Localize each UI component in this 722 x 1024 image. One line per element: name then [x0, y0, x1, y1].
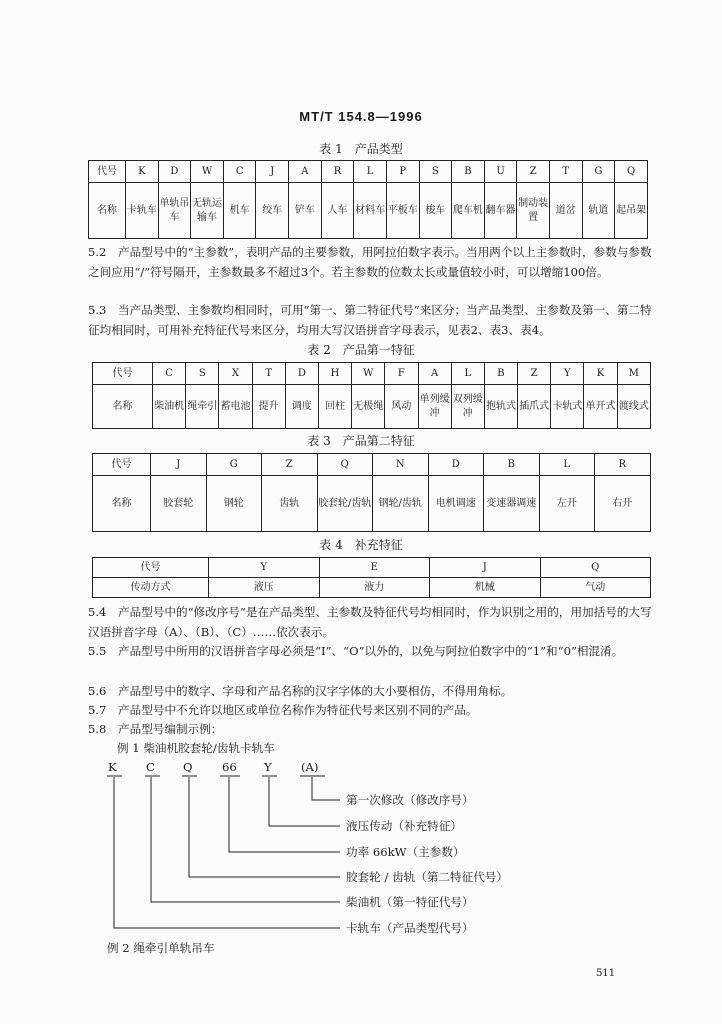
table1-caption: 表 1 产品类型: [319, 142, 403, 156]
table3-name-cell: 钢轮/齿轨: [373, 476, 429, 532]
table2-name-cell: 渡线式: [617, 385, 650, 429]
table4-code-cell: 代号: [93, 558, 209, 578]
paragraph-5-7: 5.7 产品型号中不允许以地区或单位名称作为特征代号来区别不同的产品。: [88, 703, 478, 717]
paragraph-5-8: 5.8 产品型号编制示例：: [88, 722, 223, 736]
table1-code-cell: C: [223, 161, 256, 183]
label-supplementary: 液压传动（补充特征）: [346, 819, 462, 833]
table2-code-cell: M: [617, 363, 650, 385]
symbol-c: C: [146, 760, 155, 774]
table3-code-cell: N: [373, 454, 429, 476]
table1-name-cell: 铲车: [289, 183, 322, 239]
table3-name-cell: 电机调速: [428, 476, 484, 532]
table2-name-cell: 绳牵引: [186, 385, 219, 429]
table4-name-cell: 液压: [209, 578, 320, 598]
table2-code-cell: F: [385, 363, 418, 385]
table2-name-cell: 无极绳: [352, 385, 385, 429]
table2-code-cell: A: [418, 363, 451, 385]
table3-name-cell: 变速器调速: [484, 476, 540, 532]
table2-name-cell: 插爪式: [518, 385, 551, 429]
table1-code-cell: D: [158, 161, 191, 183]
table1-code-cell: A: [289, 161, 322, 183]
paragraph-5-3: 5.3 当产品类型、主参数均相同时，可用“第一、第二特征代号”来区分；当产品类型、主参数及第一、第二特征均相同时，可用补充特征代号来区分，均用大写汉语拼音字母表示，见表2、表3、表4。: [88, 303, 652, 337]
table1-code-cell: W: [191, 161, 224, 183]
table1-name-cell: 起吊架: [615, 183, 648, 239]
leader-main-parameter: [229, 777, 340, 852]
table4-code-cell: Y: [209, 558, 320, 578]
table1-name-cell: 制动装置: [517, 183, 550, 239]
table2-caption: 表 2 产品第一特征: [307, 343, 415, 357]
table2-code-cell: T: [252, 363, 285, 385]
table1-code-cell: P: [386, 161, 419, 183]
table1-code-cell: T: [549, 161, 582, 183]
table4-code-cell: Q: [540, 558, 651, 578]
table2-name-cell: 风动: [385, 385, 418, 429]
table1-name-cell: 材料车: [354, 183, 387, 239]
table3-caption: 表 3 产品第二特征: [307, 434, 415, 448]
table3-code-cell: Q: [317, 454, 373, 476]
leader-second-feature: [189, 777, 340, 877]
table2-name-cell: 卡轨式: [551, 385, 584, 429]
table1-code-cell: U: [484, 161, 517, 183]
table1-code-cell: K: [126, 161, 159, 183]
table3-name-cell: 胶套轮: [151, 476, 207, 532]
table4-name-cell: 液力: [319, 578, 430, 598]
symbol-q: Q: [183, 760, 193, 774]
table3-code-cell: B: [484, 454, 540, 476]
table1-name-cell: 轨道: [582, 183, 615, 239]
paragraph-5-5: 5.5 产品型号中所用的汉语拼音字母必须是“I”、“O”以外的，以免与阿拉伯数字中的“1”和“0”相混淆。: [88, 644, 624, 658]
table3-name-cell: 钢轮: [206, 476, 262, 532]
table1-name-cell: 梭车: [419, 183, 452, 239]
label-second-feature: 胶套轮 / 齿轨（第二特征代号）: [346, 870, 508, 884]
table3-name-cell: 名称: [93, 476, 151, 532]
table4-name-cell: 传动方式: [93, 578, 209, 598]
table4-name-cell: 机械: [430, 578, 541, 598]
table2-code-cell: Z: [518, 363, 551, 385]
table3-name-cell: 右开: [595, 476, 651, 532]
table1-name-cell: 人车: [321, 183, 354, 239]
table2-code-cell: W: [352, 363, 385, 385]
table1-code-cell: J: [256, 161, 289, 183]
table4-code-cell: J: [430, 558, 541, 578]
table2-name-cell: 名称: [93, 385, 153, 429]
table2-name-cell: 单开式: [584, 385, 617, 429]
table3-code-cell: L: [539, 454, 595, 476]
table1-name-cell: 绞车: [256, 183, 289, 239]
table1-name-cell: 爬车机: [452, 183, 485, 239]
table2-code-cell: K: [584, 363, 617, 385]
table3-code-cell: J: [151, 454, 207, 476]
table1-code-cell: L: [354, 161, 387, 183]
table2-name-cell: 调度: [285, 385, 318, 429]
table1-name-cell: 名称: [89, 183, 126, 239]
table2-code-cell: L: [451, 363, 484, 385]
table4-name-cell: 气动: [540, 578, 651, 598]
table1-name-cell: 单轨吊车: [158, 183, 191, 239]
table1-code-cell: G: [582, 161, 615, 183]
paragraph-5-4: 5.4 产品型号中的“修改序号”是在产品类型、主参数及特征代号均相同时，作为识别之用的，用加括号的大写汉语拼音字母（A）、（B）、（C）……依次表示。: [88, 605, 652, 639]
table1-name-cell: 机车: [223, 183, 256, 239]
table2-code-cell: B: [484, 363, 517, 385]
table2-name-cell: 双列缓冲: [451, 385, 484, 429]
table1-code-cell: 代号: [89, 161, 126, 183]
label-product-type: 卡轨车（产品类型代号）: [346, 921, 474, 935]
paragraph-5-2: 5.2 产品型号中的“主参数”，表明产品的主要参数，用阿拉伯数字表示。当用两个以上主参数时，参数与参数之间应用“/”符号隔开，主参数最多不超过3个。若主参数的位数太长或量值较小时，可以增缩100倍。: [88, 245, 652, 279]
table2-name-cell: 单列缓冲: [418, 385, 451, 429]
table1-name-cell: 无轨运输车: [191, 183, 224, 239]
table2-code-cell: S: [186, 363, 219, 385]
table2-code-cell: C: [153, 363, 186, 385]
table1-code-cell: B: [452, 161, 485, 183]
table1-code-cell: R: [321, 161, 354, 183]
table1-name-cell: 道岔: [549, 183, 582, 239]
label-first-feature: 柴油机（第一特征代号）: [346, 895, 474, 909]
table2-name-cell: 抱轨式: [484, 385, 517, 429]
symbol-a: (A): [301, 760, 319, 774]
table2-code-cell: H: [318, 363, 351, 385]
table1-code-cell: S: [419, 161, 452, 183]
symbol-66: 66: [222, 760, 237, 774]
symbol-k: K: [108, 760, 117, 774]
table1-code-cell: Z: [517, 161, 550, 183]
table3-name-cell: 左开: [539, 476, 595, 532]
table3-name-cell: 齿轨: [262, 476, 318, 532]
table2-name-cell: 提升: [252, 385, 285, 429]
label-modification: 第一次修改（修改序号）: [346, 793, 474, 807]
table1-name-cell: 平板车: [386, 183, 419, 239]
table1-name-cell: 翻车器: [484, 183, 517, 239]
table3-code-cell: D: [428, 454, 484, 476]
table3-name-cell: 胶套轮/齿轨: [317, 476, 373, 532]
table2-code-cell: D: [285, 363, 318, 385]
leader-supplementary: [269, 777, 340, 826]
paragraph-5-6: 5.6 产品型号中的数字、字母和产品名称的汉字字体的大小要相仿，不得用角标。: [88, 684, 513, 698]
label-main-parameter: 功率 66kW（主参数）: [346, 845, 465, 859]
table2-code-cell: 代号: [93, 363, 153, 385]
table4-code-cell: E: [319, 558, 430, 578]
table3-code-cell: G: [206, 454, 262, 476]
table2-name-cell: 柴油机: [153, 385, 186, 429]
table3-code-cell: Z: [262, 454, 318, 476]
standard-header: MT/T 154.8—1996: [299, 109, 423, 124]
table2-name-cell: 回柱: [318, 385, 351, 429]
table1-code-cell: Q: [615, 161, 648, 183]
table4-caption: 表 4 补充特征: [319, 538, 403, 552]
table3-code-cell: R: [595, 454, 651, 476]
table2-name-cell: 蓄电池: [219, 385, 252, 429]
page-number: 511: [596, 968, 616, 979]
example2-title: 例 2 绳牵引单轨吊车: [107, 941, 215, 955]
table3-code-cell: 代号: [93, 454, 151, 476]
table2-code-cell: Y: [551, 363, 584, 385]
leader-modification: [312, 777, 340, 800]
example1-title: 例 1 柴油机胶套轮/齿轨卡轨车: [117, 741, 275, 755]
table1-name-cell: 卡轨车: [126, 183, 159, 239]
table2-code-cell: X: [219, 363, 252, 385]
symbol-y: Y: [264, 760, 272, 774]
